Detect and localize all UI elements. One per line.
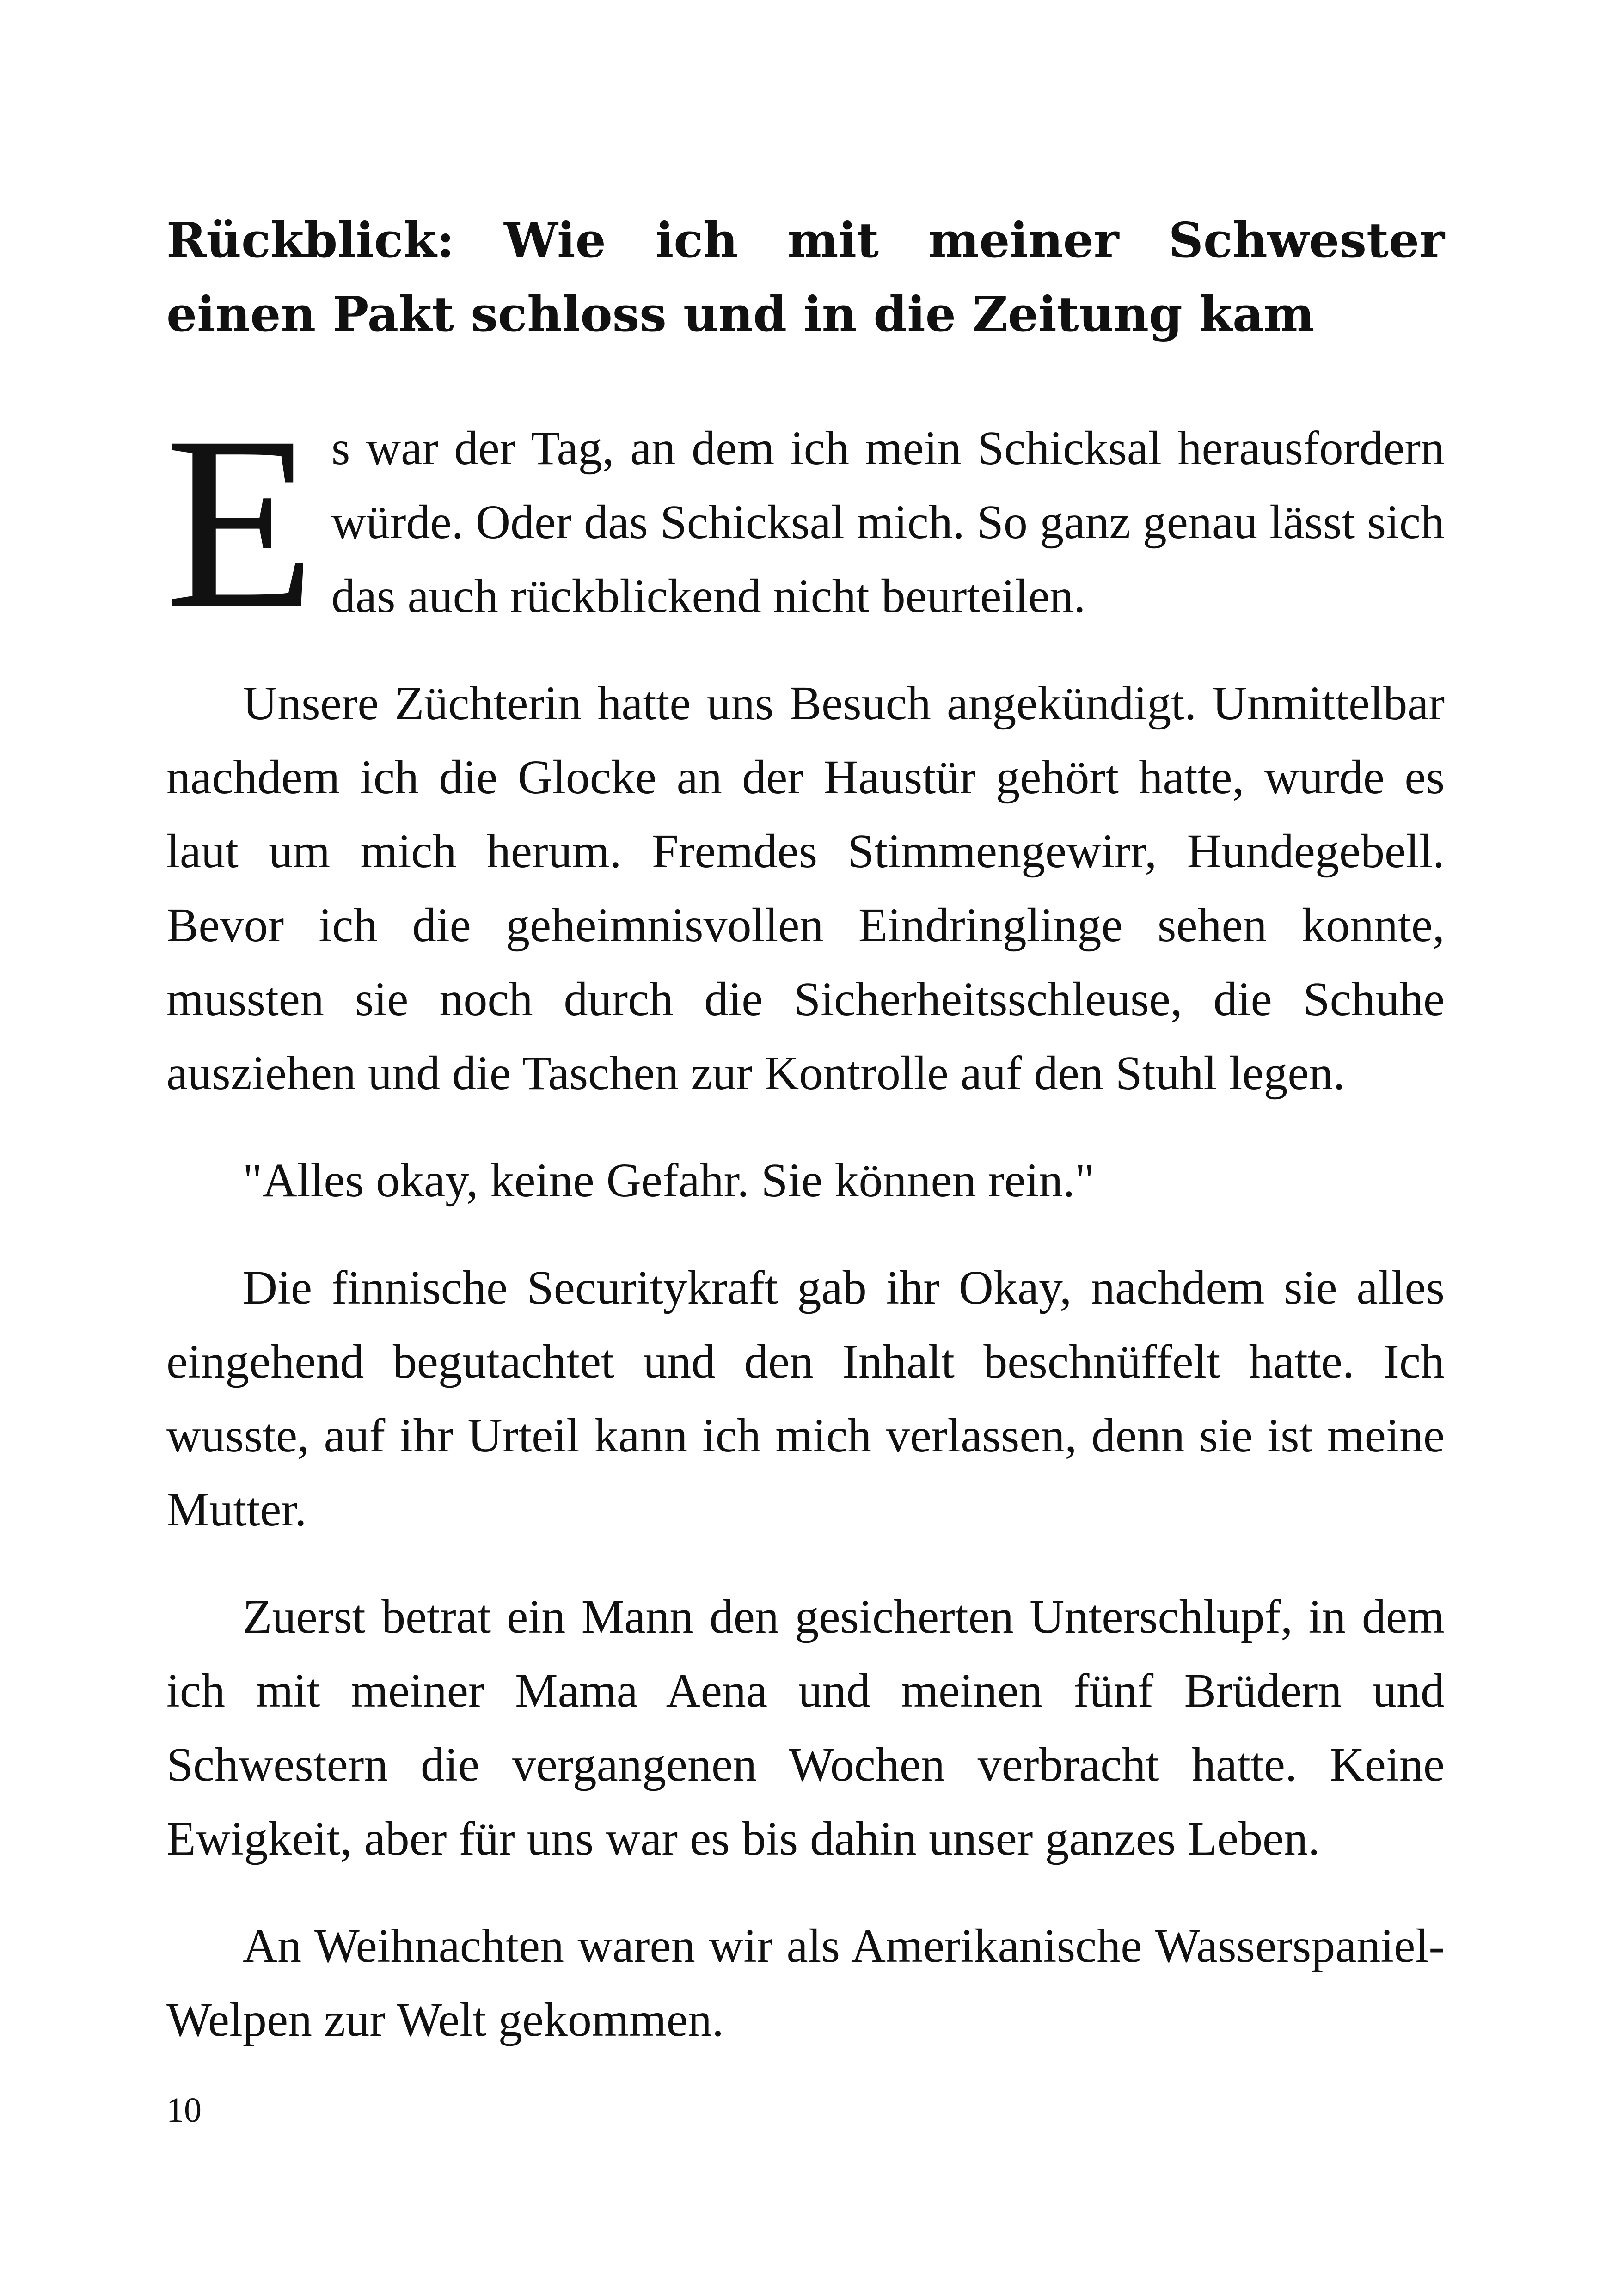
paragraph: Die finnische Securitykraft gab ihr Okay, nachdem sie alles eingehend begutachtet und den Inhalt beschnüffelt hatte. Ich wusste, auf ihr Urteil kann ich mich verlassen, denn sie ist meine Mutter.: [166, 1261, 1445, 1536]
opening-paragraph-text: s war der Tag, an dem ich mein Schicksal herausfordern würde. Oder das Schicksal mich. So ganz genau lässt sich das auch rückblickend nicht beurteilen.: [331, 422, 1445, 623]
chapter-title: Rückblick: Wie ich mit meiner Schwester einen Pakt schloss und in die Zeitung kam: [166, 212, 1445, 343]
opening-paragraph: [165, 385, 1445, 659]
paragraph: An Weihnachten waren wir als Amerikanische Wasserspaniel-Welpen zur Welt gekommen.: [166, 1919, 1445, 2046]
paragraph-quote: "Alles okay, keine Gefahr. Sie können rein.": [243, 1154, 1095, 1207]
paragraph: Zuerst betrat ein Mann den gesicherten Unterschlupf, in dem ich mit meiner Mama Aena und meinen fünf Brüdern und Schwestern die vergangenen Wochen verbracht hatte. Keine Ewigkeit, aber für uns war es bis dahin unser ganzes Leben.: [166, 1590, 1445, 1865]
drop-cap: E: [165, 385, 316, 659]
chapter-body: [165, 385, 1445, 2057]
page-number: 10: [166, 2091, 202, 2130]
paragraph: Unsere Züchterin hatte uns Besuch angekündigt. Unmittelbar nachdem ich die Glocke an der Haustür gehört hatte, wurde es laut um mich herum. Fremdes Stimmengewirr, Hundegebell. Bevor ich die geheimnisvollen Eindringlinge sehen konnte, mussten sie noch durch die Sicherheitsschleuse, die Schuhe ausziehen und die Taschen zur Kontrolle auf den Stuhl legen.: [166, 677, 1445, 1100]
book-page: [166, 203, 1445, 2057]
